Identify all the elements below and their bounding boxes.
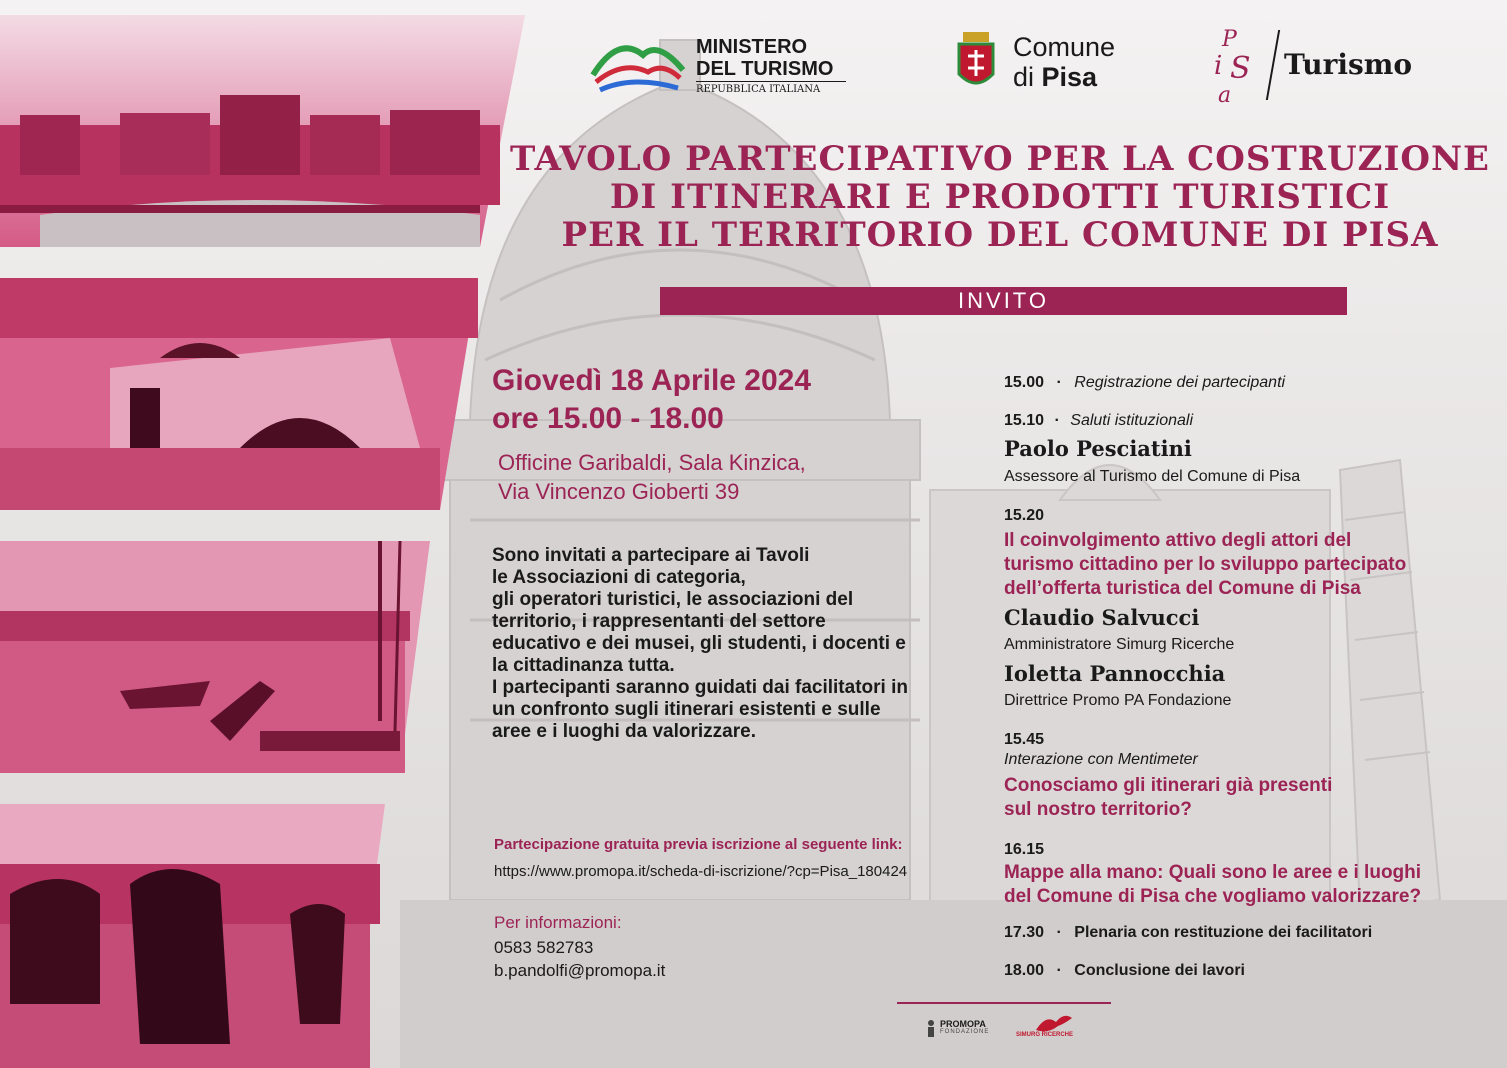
agenda-topic: dell’offerta turistica del Comune di Pisa <box>1004 578 1361 599</box>
agenda-item-registration <box>1004 374 1285 392</box>
speaker-role: Assessore al Turismo del Comune di Pisa <box>1004 468 1301 485</box>
agenda-time: 17.30 <box>1004 924 1045 941</box>
description-line: educativo e dei musei, gli studenti, i docenti e <box>492 633 906 654</box>
comune-line2-bold: Pisa <box>1041 62 1098 92</box>
promopa-name <box>940 1019 986 1029</box>
title-line1: TAVOLO PARTECIPATIVO PER LA COSTRUZIONE <box>510 139 1490 179</box>
agenda-separator: · <box>1056 924 1062 941</box>
description-line: gli operatori turistici, le associazioni del <box>492 589 854 610</box>
description-line: un confronto sugli itinerari esistenti e sulle <box>492 699 881 720</box>
description-line: territorio, i rappresentanti del settore <box>492 611 826 632</box>
agenda-text: Saluti istituzionali <box>1070 412 1194 429</box>
agenda-time: 15.45 <box>1004 731 1045 748</box>
photo-ruins <box>0 278 478 510</box>
invito-banner: INVITO <box>660 287 1347 315</box>
page-title <box>470 140 1507 254</box>
title-line3: PER IL TERRITORIO DEL COMUNE DI PISA <box>561 215 1439 255</box>
ministero-logo <box>588 28 848 98</box>
description-line: I partecipanti saranno guidati dai facilitatori in <box>492 677 908 698</box>
agenda-item-greetings <box>1004 412 1193 430</box>
promopa-figure-icon <box>924 1019 938 1039</box>
description-line: Sono invitati a partecipare ai Tavoli <box>492 545 810 566</box>
title-line2: DI ITINERARI E PRODOTTI TURISTICI <box>609 177 1391 217</box>
registration-link[interactable]: https://www.promopa.it/scheda-di-iscrizione/?cp=Pisa_180424 <box>494 863 908 880</box>
agenda-topic: Il coinvolgimento attivo degli attori del <box>1004 530 1352 551</box>
promopa-sub: FONDAZIONE <box>940 1029 990 1035</box>
promopa-label: PROMOPA <box>940 1019 986 1029</box>
agenda-topic: del Comune di Pisa che vogliamo valorizzare? <box>1004 886 1422 907</box>
agenda-separator: · <box>1054 412 1060 429</box>
photo-horses <box>0 804 385 1068</box>
agenda-topic: Mappe alla mano: Quali sono le aree e i luoghi <box>1004 862 1422 883</box>
agenda-time: 15.20 <box>1004 507 1045 524</box>
event-date: Giovedì 18 Aprile 2024 <box>492 364 812 397</box>
agenda-time: 16.15 <box>1004 841 1045 858</box>
registration-label: Partecipazione gratuita previa iscrizione al seguente link: <box>494 836 903 853</box>
promopa-logo <box>924 1017 1004 1041</box>
agenda-time: 18.00 <box>1004 962 1045 979</box>
description-line: aree e i luoghi da valorizzare. <box>492 721 756 742</box>
footer-divider <box>897 1002 1111 1004</box>
event-venue <box>498 448 806 506</box>
ministero-subtitle: REPUBBLICA ITALIANA <box>696 84 821 95</box>
venue-line2: Via Vincenzo Gioberti 39 <box>498 479 740 504</box>
speaker-name: Claudio Salvucci <box>1004 605 1200 630</box>
comune-logo <box>953 30 1133 100</box>
agenda-text: Plenaria con restituzione dei facilitatori <box>1074 924 1373 941</box>
comune-line2 <box>1013 62 1097 93</box>
comune-line1: Comune <box>1013 32 1116 62</box>
description <box>492 545 962 743</box>
pisa-turismo-label: Turismo <box>1284 48 1413 81</box>
agenda-topic: sul nostro territorio? <box>1004 799 1192 820</box>
agenda-time: 15.10 <box>1004 412 1045 429</box>
photo-lungarno <box>0 15 525 247</box>
info-label: Per informazioni: <box>494 913 622 932</box>
agenda-topic: Conosciamo gli itinerari già presenti <box>1004 775 1333 796</box>
venue-line1: Officine Garibaldi, Sala Kinzica, <box>498 450 806 475</box>
info-phone[interactable]: 0583 582783 <box>494 938 594 957</box>
svg-text:P: P <box>1222 27 1237 52</box>
info-email[interactable]: b.pandolfi@promopa.it <box>494 961 666 980</box>
agenda-text: Registrazione dei partecipanti <box>1074 374 1286 391</box>
event-time: ore 15.00 - 18.00 <box>492 402 724 435</box>
agenda-time: 15.00 <box>1004 374 1045 391</box>
simurg-logo <box>1016 1012 1086 1042</box>
description-line: le Associazioni di categoria, <box>492 567 746 588</box>
speaker-name: Ioletta Pannocchia <box>1004 661 1226 686</box>
agenda-item-plenary <box>1004 924 1372 942</box>
agenda-separator: · <box>1056 962 1062 979</box>
pisa-monogram-icon <box>1212 26 1272 106</box>
ministero-divider <box>696 81 846 82</box>
simurg-bird-icon <box>1034 1012 1074 1034</box>
simurg-name: SIMURG RICERCHE <box>1016 1032 1074 1038</box>
speaker-name: Paolo Pesciatini <box>1004 436 1192 461</box>
agenda-text: Interazione con Mentimeter <box>1004 751 1198 768</box>
agenda-topic: turismo cittadino per lo sviluppo partecipato <box>1004 554 1407 575</box>
ministero-name-line1: MINISTERO <box>696 36 808 58</box>
agenda-item-closing <box>1004 962 1245 980</box>
comune-line2-prefix: di <box>1013 62 1042 92</box>
ministero-name-line2: DEL TURISMO <box>696 58 834 80</box>
svg-text:i: i <box>1214 51 1223 81</box>
event-datetime <box>492 362 811 438</box>
svg-text:a: a <box>1218 83 1232 106</box>
pisa-coat-of-arms-icon <box>953 30 999 94</box>
speaker-role: Amministratore Simurg Ricerche <box>1004 636 1235 653</box>
photo-harbour <box>0 541 430 773</box>
pisa-turismo-logo <box>1212 26 1422 106</box>
agenda-text: Conclusione dei lavori <box>1074 962 1245 979</box>
agenda-separator: · <box>1056 374 1062 391</box>
description-line: la cittadinanza tutta. <box>492 655 675 676</box>
svg-text:S: S <box>1230 51 1251 86</box>
ministero-mountains-icon <box>588 30 688 94</box>
speaker-role: Direttrice Promo PA Fondazione <box>1004 692 1232 709</box>
